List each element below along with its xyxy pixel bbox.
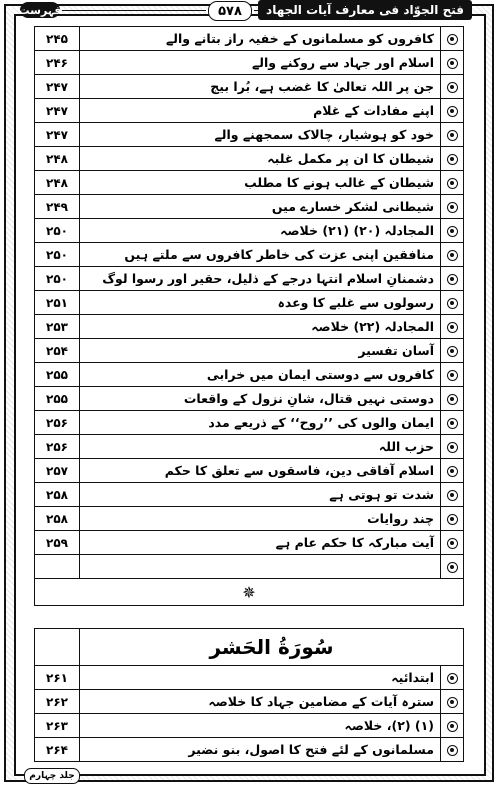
bullet-icon [447, 106, 458, 117]
toc-row [35, 339, 464, 363]
toc-row [35, 531, 464, 555]
empty-cell [80, 555, 441, 579]
bullet-icon [447, 418, 458, 429]
entry-title: آیت مبارکہ کا حکم عام ہے [80, 531, 441, 555]
surah-heading-row [35, 629, 464, 666]
bullet-icon [447, 442, 458, 453]
bullet-cell [441, 435, 464, 459]
entry-title: شیطان کا ان پر مکمل غلبہ [80, 147, 441, 171]
page-ref: ۲۵۸ [35, 507, 80, 531]
bullet-icon [447, 721, 458, 732]
bullet-cell [441, 738, 464, 762]
page-ref: ۲۵۳ [35, 315, 80, 339]
page-ref: ۲۶۱ [35, 666, 80, 690]
page-ref: ۲۶۴ [35, 738, 80, 762]
page-ref: ۲۵۵ [35, 363, 80, 387]
page-ref: ۲۵۹ [35, 531, 80, 555]
bullet-icon [447, 370, 458, 381]
entry-title: المجادلہ (۲۰) (۲۱) خلاصہ [80, 219, 441, 243]
bullet-cell [441, 714, 464, 738]
page-ref: ۲۴۶ [35, 51, 80, 75]
bullet-cell [441, 219, 464, 243]
entry-title: (۱) (۲)، خلاصہ [80, 714, 441, 738]
surah-body [35, 629, 464, 762]
bullet-icon [447, 34, 458, 45]
bullet-icon [447, 538, 458, 549]
bullet-cell [441, 507, 464, 531]
surah-title: سُورَةُ الحَشر [80, 629, 464, 666]
end-ornament-cell [35, 579, 464, 606]
bullet-icon [447, 562, 458, 573]
toc-row [35, 171, 464, 195]
toc-row [35, 315, 464, 339]
bullet-icon [447, 466, 458, 477]
bullet-cell [441, 363, 464, 387]
toc-row [35, 507, 464, 531]
page-ref: ۲۵۰ [35, 267, 80, 291]
bullet-cell [441, 99, 464, 123]
end-ornament-row [35, 579, 464, 606]
toc-row [35, 666, 464, 690]
entry-title: سترہ آیات کے مضامین جہاد کا خلاصہ [80, 690, 441, 714]
page-ref: ۲۶۲ [35, 690, 80, 714]
empty-cell [35, 555, 80, 579]
entry-title: ایمان والوں کی ’’روح‘‘ کے ذریعے مدد [80, 411, 441, 435]
toc-row [35, 714, 464, 738]
bullet-icon [447, 154, 458, 165]
page-ref: ۲۵۰ [35, 219, 80, 243]
entry-title: کافروں سے دوستی ایمان میں خرابی [80, 363, 441, 387]
bullet-icon [447, 394, 458, 405]
bullet-cell [441, 555, 464, 579]
toc-row [35, 363, 464, 387]
bullet-cell [441, 51, 464, 75]
bullet-icon [447, 298, 458, 309]
toc-row [35, 75, 464, 99]
bullet-icon [447, 82, 458, 93]
page-ref: ۲۵۵ [35, 387, 80, 411]
bullet-icon [447, 226, 458, 237]
toc-row [35, 435, 464, 459]
entry-title: رسولوں سے غلبے کا وعدہ [80, 291, 441, 315]
page-ref: ۲۴۸ [35, 147, 80, 171]
bullet-icon [447, 490, 458, 501]
page-ref: ۲۵۸ [35, 483, 80, 507]
bullet-icon [447, 130, 458, 141]
bullet-cell [441, 387, 464, 411]
bullet-icon [447, 58, 458, 69]
toc-row [35, 690, 464, 714]
entry-title: آسان تفسیر [80, 339, 441, 363]
bullet-cell [441, 459, 464, 483]
toc-row [35, 243, 464, 267]
toc-row [35, 219, 464, 243]
toc-row [35, 387, 464, 411]
bullet-cell [441, 27, 464, 51]
entry-title: چند روایات [80, 507, 441, 531]
entry-title: اسلام اور جہاد سے روکنے والے [80, 51, 441, 75]
page-ref: ۲۵۷ [35, 459, 80, 483]
page-ref: ۲۶۳ [35, 714, 80, 738]
toc-row [35, 123, 464, 147]
bullet-icon [447, 346, 458, 357]
bullet-icon [447, 274, 458, 285]
entry-title: شیطانی لشکر خسارے میں [80, 195, 441, 219]
entry-title: جن پر اللہ تعالیٰ کا غضب ہے، بُرا بیج [80, 75, 441, 99]
entry-title: المجادلہ (۲۲) خلاصہ [80, 315, 441, 339]
entry-title: اسلام آفاقی دین، فاسقوں سے تعلق کا حکم [80, 459, 441, 483]
bullet-cell [441, 291, 464, 315]
bullet-cell [441, 243, 464, 267]
bullet-cell [441, 531, 464, 555]
page-ref: ۲۵۱ [35, 291, 80, 315]
header-rule [62, 10, 206, 11]
toc-row [35, 459, 464, 483]
toc-row [35, 147, 464, 171]
toc-row [35, 267, 464, 291]
bullet-cell [441, 171, 464, 195]
toc-row [35, 291, 464, 315]
bullet-cell [441, 339, 464, 363]
entry-title: دشمنانِ اسلام انتہا درجے کے ذلیل، حقیر اور رسوا لوگ [80, 267, 441, 291]
bullet-icon [447, 178, 458, 189]
entry-title: شیطان کے غالب ہونے کا مطلب [80, 171, 441, 195]
toc-row [35, 51, 464, 75]
entry-title: حزب اللہ [80, 435, 441, 459]
bullet-cell [441, 123, 464, 147]
toc-body [35, 27, 464, 606]
page-ref: ۲۴۷ [35, 123, 80, 147]
bullet-cell [441, 690, 464, 714]
entry-title: اپنے مفادات کے غلام [80, 99, 441, 123]
page-ref: ۲۵۴ [35, 339, 80, 363]
bullet-icon [447, 250, 458, 261]
bullet-icon [447, 745, 458, 756]
toc-row [35, 99, 464, 123]
section-label: فہرست [18, 3, 62, 17]
bullet-icon [447, 322, 458, 333]
bullet-icon [447, 202, 458, 213]
bullet-icon [447, 697, 458, 708]
surah-table [34, 628, 464, 762]
entry-title: خود کو ہوشیار، چالاک سمجھنے والے [80, 123, 441, 147]
page-ref: ۲۴۷ [35, 99, 80, 123]
bullet-icon [447, 673, 458, 684]
entry-title: منافقین اپنی عزت کی خاطر کافروں سے ملتے ہیں [80, 243, 441, 267]
bullet-cell [441, 483, 464, 507]
toc-row [35, 195, 464, 219]
bullet-cell [441, 267, 464, 291]
empty-cell [35, 629, 80, 666]
entry-title: شدت تو ہوتی ہے [80, 483, 441, 507]
toc-table [34, 26, 464, 606]
bullet-cell [441, 195, 464, 219]
page-ref: ۲۴۸ [35, 171, 80, 195]
bullet-cell [441, 315, 464, 339]
page-ref: ۲۴۵ [35, 27, 80, 51]
bullet-cell [441, 411, 464, 435]
page-number: ۵۷۸ [208, 1, 252, 21]
toc-row [35, 483, 464, 507]
bullet-icon [447, 514, 458, 525]
entry-title: کافروں کو مسلمانوں کے خفیہ راز بتانے والے [80, 27, 441, 51]
page-ref: ۲۵۰ [35, 243, 80, 267]
page-ref: ۲۵۶ [35, 435, 80, 459]
toc-row-empty [35, 555, 464, 579]
toc-row [35, 738, 464, 762]
bullet-cell [441, 666, 464, 690]
bullet-cell [441, 147, 464, 171]
page-ref: ۲۴۷ [35, 75, 80, 99]
page-ref: ۲۵۶ [35, 411, 80, 435]
bullet-cell [441, 75, 464, 99]
book-title: فتح الجوّاد فی معارف آیات الجهاد [258, 0, 472, 20]
entry-title: مسلمانوں کے لئے فتح کا اصول، بنو نضیر [80, 738, 441, 762]
star-ornament-icon: ✵ [242, 582, 256, 602]
entry-title: ابتدائیہ [80, 666, 441, 690]
toc-row [35, 27, 464, 51]
page-ref: ۲۴۹ [35, 195, 80, 219]
entry-title: دوستی نہیں قتال، شانِ نزول کے واقعات [80, 387, 441, 411]
toc-row [35, 411, 464, 435]
volume-label: جلد چہارم [24, 768, 80, 784]
